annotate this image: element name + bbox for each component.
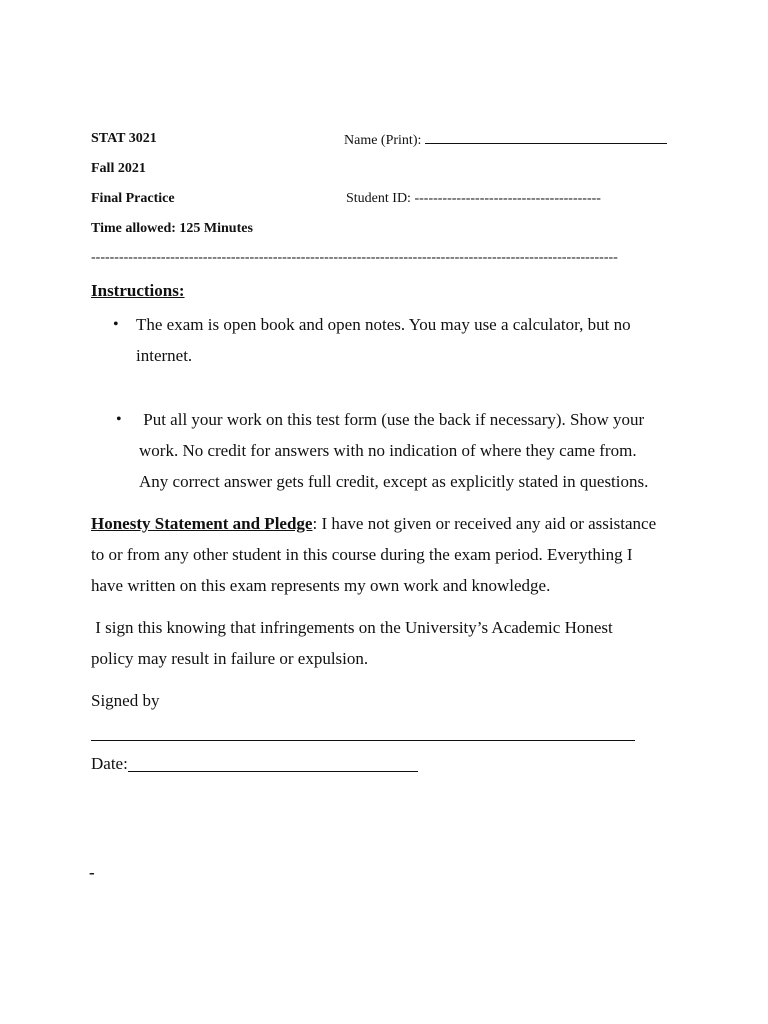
- instruction-item-2-line-2: work. No credit for answers with no indication of where they came from.: [139, 441, 637, 460]
- instruction-item-2-line-3: Any correct answer gets full credit, except as explicitly stated in questions.: [139, 472, 649, 491]
- course-code: STAT 3021: [91, 131, 157, 146]
- bullet-dot: •: [116, 411, 122, 428]
- name-blank[interactable]: [425, 131, 667, 144]
- date-label: Date:: [91, 754, 128, 773]
- student-id-field[interactable]: [346, 191, 601, 207]
- name-label: Name (Print):: [344, 133, 422, 148]
- instruction-item-2-line-1: Put all your work on this test form (use the back if necessary). Show your: [139, 410, 645, 429]
- name-field[interactable]: [344, 131, 667, 149]
- pledge-line-1: [91, 508, 681, 539]
- instructions-heading: Instructions:: [91, 281, 185, 300]
- footer-mark: -: [89, 863, 95, 882]
- pledge-text-1: : I have not given or received any aid or assistance: [312, 514, 657, 533]
- instruction-item-1-line-2: internet.: [136, 346, 193, 365]
- header-separator: -----------------------------------------------------------------------------------------------------------------: [91, 250, 618, 265]
- term: Fall 2021: [91, 161, 146, 176]
- signature-line[interactable]: [91, 739, 635, 741]
- signed-by-label: Signed by: [91, 691, 160, 710]
- student-id-label: Student ID:: [346, 191, 411, 206]
- time-allowed: Time allowed: 125 Minutes: [91, 221, 253, 236]
- sign-statement-line-1: I sign this knowing that infringements on the University’s Academic Honest: [91, 618, 613, 637]
- pledge-line-2: to or from any other student in this course during the exam period. Everything I: [91, 545, 633, 564]
- student-id-blank[interactable]: ----------------------------------------: [414, 191, 601, 206]
- instruction-item-1-line-1: The exam is open book and open notes. You may use a calculator, but no: [136, 315, 631, 334]
- bullet-dot: •: [113, 316, 119, 333]
- date-line[interactable]: [128, 770, 418, 772]
- sign-statement-line-2: policy may result in failure or expulsion.: [91, 649, 369, 668]
- pledge-heading: Honesty Statement and Pledge: [91, 514, 313, 533]
- exam-title: Final Practice: [91, 191, 175, 206]
- pledge-line-3: have written on this exam represents my own work and knowledge.: [91, 576, 551, 595]
